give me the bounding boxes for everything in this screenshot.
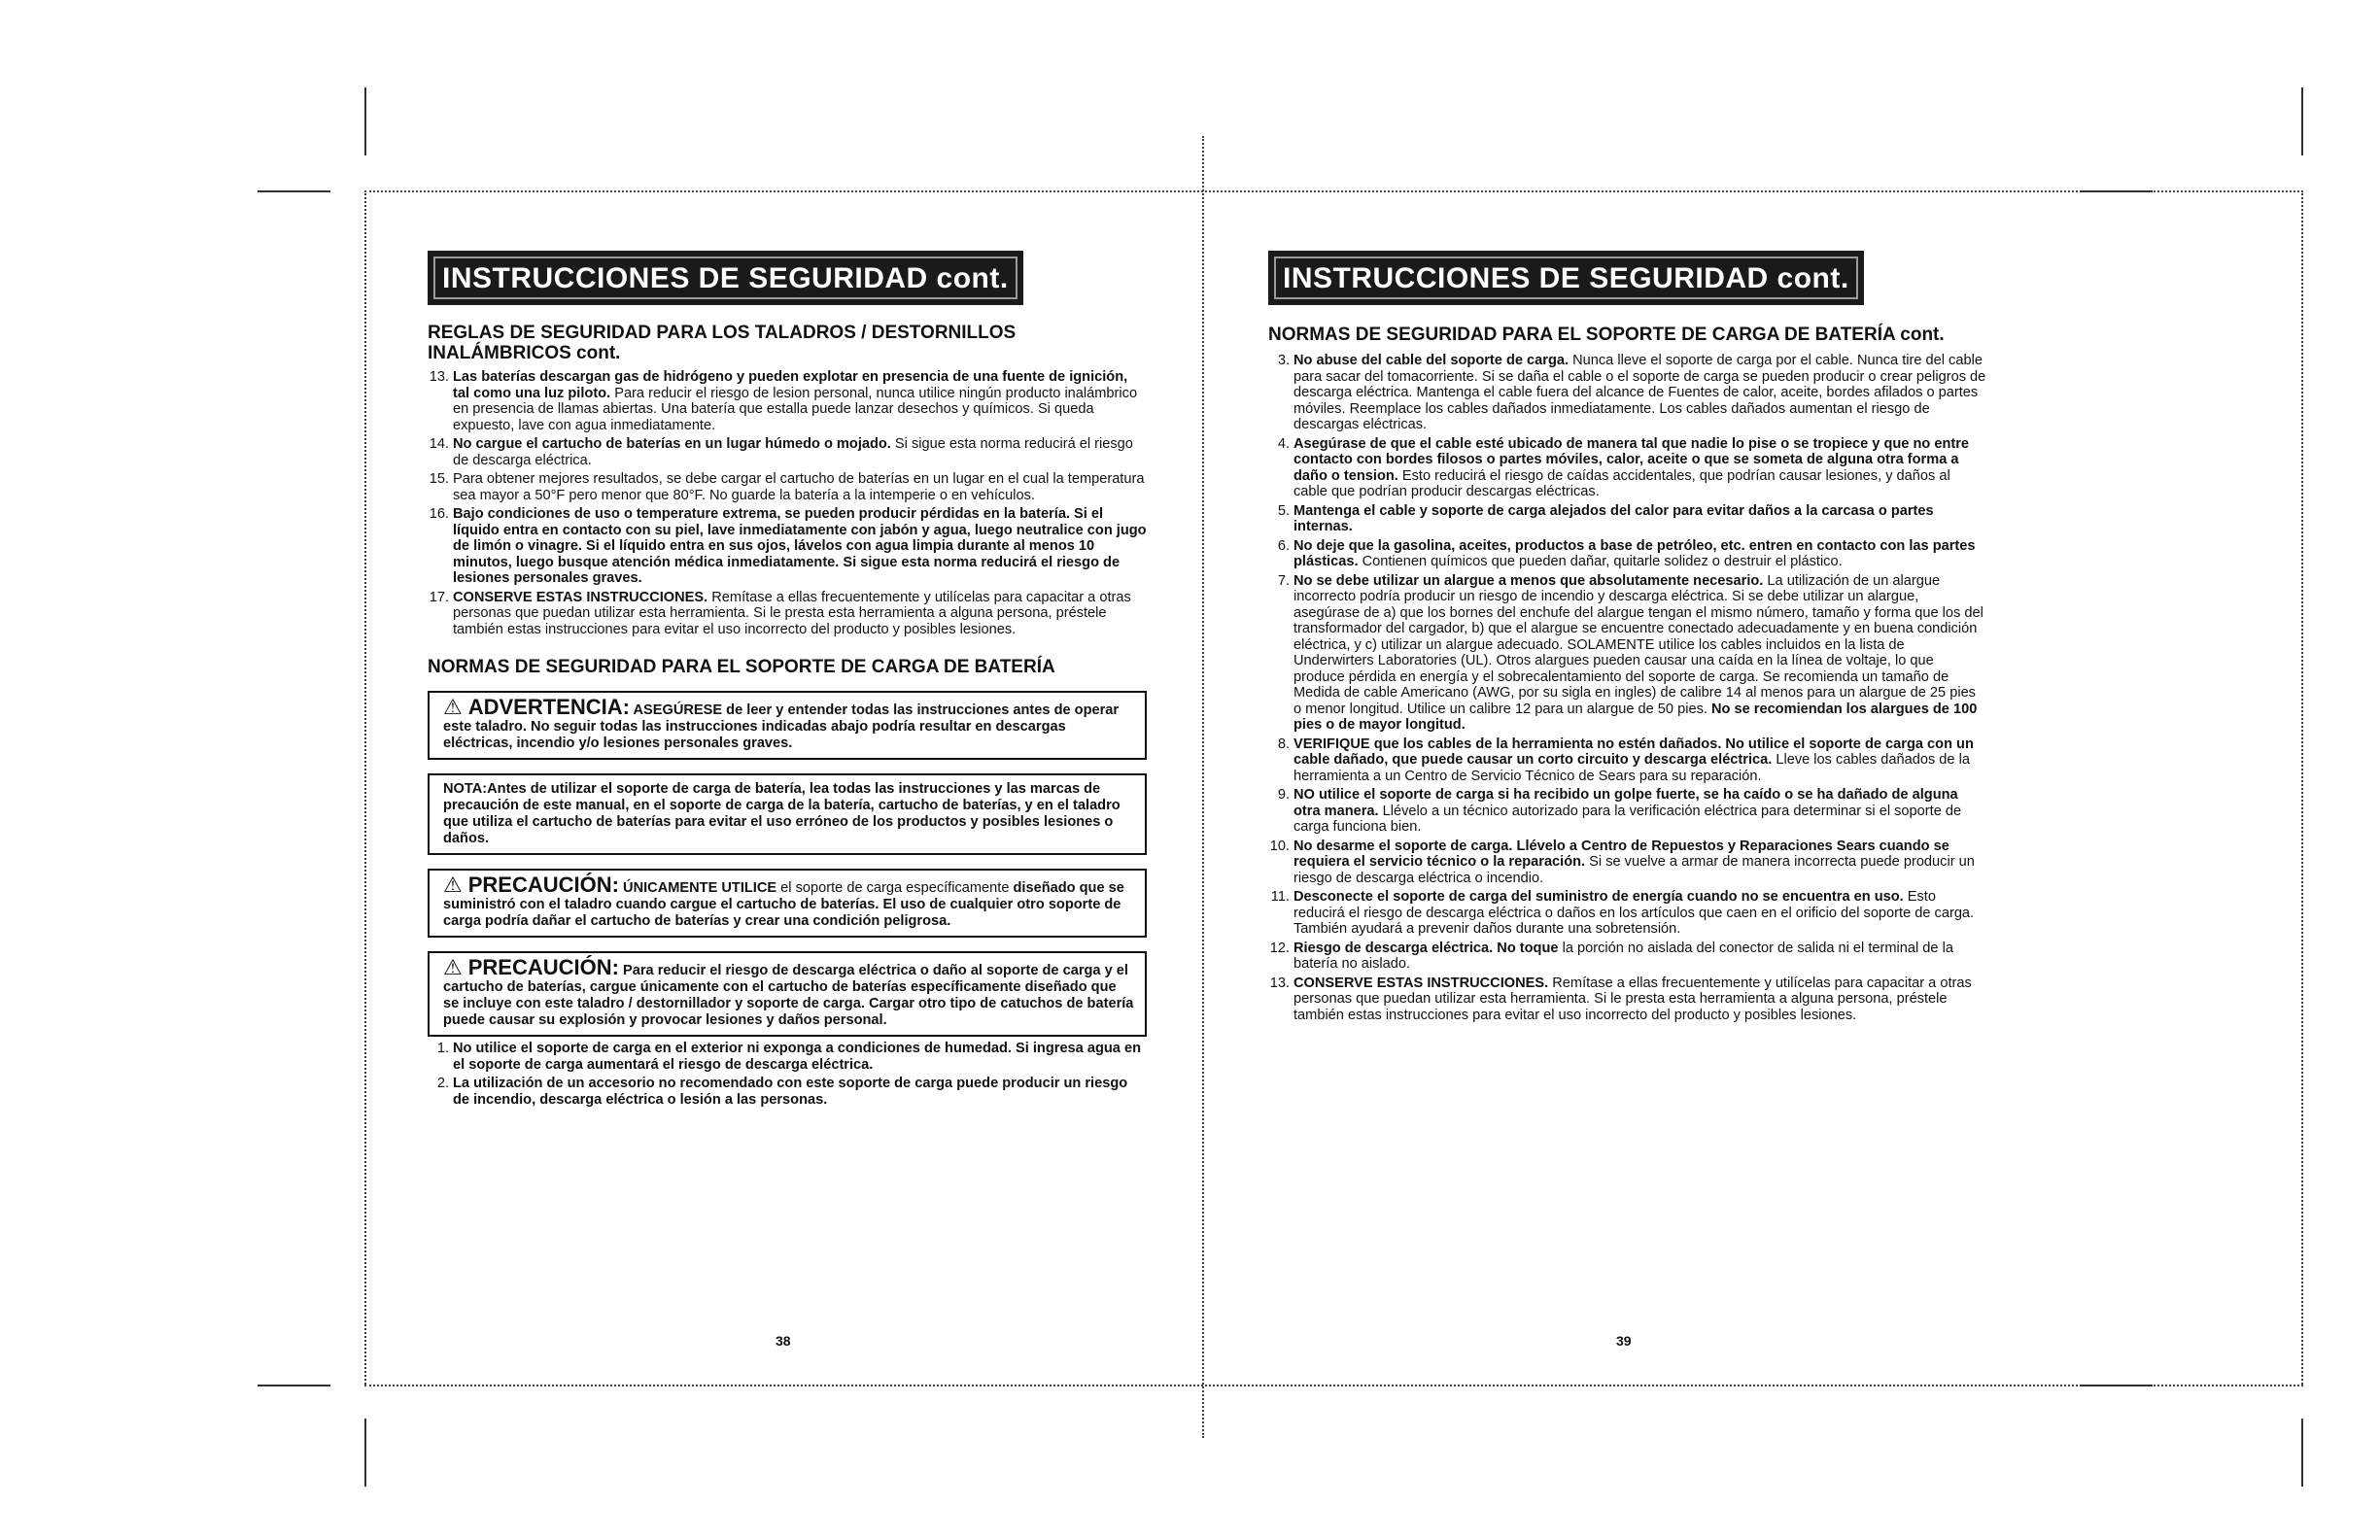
left-border-line — [364, 190, 366, 1385]
list-item: 5. Mantenga el cable y soporte de carga alejados del calor para evitar daños a la carcasa o partes internas. — [1277, 502, 1934, 534]
top-border-line — [364, 190, 2303, 192]
crop-mark — [258, 1385, 330, 1386]
section-title: NORMAS DE SEGURIDAD PARA EL SOPORTE DE CARGA DE BATERÍA — [428, 657, 1055, 677]
list-item: 1. No utilice el soporte de carga en el exterior ni exponga a condiciones de humedad. Si ingresa agua en el soporte de carga aumentará el riesgo de descarga eléctrica. — [436, 1041, 1141, 1073]
list-item: 8. VERIFIQUE que los cables de la herramienta no estén dañados. No utilice el soporte de carga con un cable dañado, que puede causar un corto circuito y descarga eléctrica. Lleve los cables dañados de la herramienta a un Centro de Servicio Técnico de Sears para su reparación. — [1277, 736, 1974, 784]
note-box: NOTA:Antes de utilizar el soporte de carga de batería, lea todas las instrucciones y las marcas de precaución de este manual, en el soporte de carga de la batería, cartucho de baterías, y en el taladro que utiliza el cartucho de baterías para evitar el uso erróneo de los productos y posibles lesiones o daños. — [428, 773, 1147, 855]
list-item: 10. No desarme el soporte de carga. Llévelo a Centro de Repuestos y Reparaciones Sears cuando se requiera el servicio técnico o la reparación. Si se vuelve a armar de manera incorrecta puede producir un riesgo de descarga eléctrica o incendio. — [1269, 838, 1975, 886]
crop-mark — [2080, 190, 2153, 192]
list-item: 16. Bajo condiciones de uso o temperature extrema, se pueden producir pérdidas en la batería. Si el líquido entra en contacto con su piel, lave inmediatamente con jabón y agua, luego neutralice con jugo de limón o vinagre. Si el líquido entra en sus ojos, lávelos con agua limpia durante al menos 10 minutos, luego busque atención médica inmediatamente. Si sigue esta norma reducirá el riesgo de lesiones personales graves. — [429, 506, 1147, 586]
caution-box: ⚠ PRECAUCIÓN: Para reducir el riesgo de descarga eléctrica o daño al soporte de carga y el cartucho de baterías, cargue únicamente con el cartucho de baterías específicamente diseñado que se incluye con este taladro / destornillador y soporte de carga. Cargar otro tipo de catuchos de batería puede causar su explosión y provocar lesiones y daños personal. — [428, 951, 1147, 1037]
list-item: 2. La utilización de un accesorio no recomendado con este soporte de carga puede producir un riesgo de incendio, descarga eléctrica o lesión a las personas. — [436, 1076, 1128, 1108]
list-item: 17. CONSERVE ESTAS INSTRUCCIONES. Remítase a ellas frecuentemente y utilícelas para capacitar a otras personas que puedan utilizar esta herramienta. Si le presta esta herramienta a alguna persona, préstele también estas instrucciones para evitar el uso incorrecto del producto y posibles lesiones. — [429, 589, 1131, 637]
page-number: 38 — [776, 1333, 791, 1349]
section-banner: INSTRUCCIONES DE SEGURIDAD cont. — [1268, 251, 1864, 305]
center-fold-line — [1202, 136, 1204, 1438]
list-item: 13. CONSERVE ESTAS INSTRUCCIONES. Remítase a ellas frecuentemente y utilícelas para capacitar a otras personas que puedan utilizar esta herramienta. Si le presta esta herramienta a alguna persona, préstele también estas instrucciones para evitar el uso incorrecto del producto y posibles lesiones. — [1269, 975, 1972, 1023]
section-title: REGLAS DE SEGURIDAD PARA LOS TALADROS / DESTORNILLOS INALÁMBRICOS cont. — [428, 323, 1017, 363]
page-number: 39 — [1616, 1333, 1632, 1349]
list-item: 11. Desconecte el soporte de carga del suministro de energía cuando no se encuentra en uso. Esto reducirá el riesgo de descarga eléctrica o daños en los artículos que caen en el orificio del soporte de carga. También ayudará a prevenir daños durante una sobretensión. — [1270, 889, 1975, 937]
right-border-line — [2301, 190, 2303, 1385]
section-title: NORMAS DE SEGURIDAD PARA EL SOPORTE DE CARGA DE BATERÍA cont. — [1268, 325, 1945, 345]
warning-triangle-icon: ⚠ — [443, 955, 463, 979]
list-item: 6. No deje que la gasolina, aceites, productos a base de petróleo, etc. entren en contacto con las partes plásticas. Contienen químicos que pueden dañar, quitarle solidez o destruir el plástico. — [1277, 537, 1976, 569]
crop-mark — [364, 1419, 366, 1487]
warning-triangle-icon: ⚠ — [443, 695, 463, 719]
list-item: 14. No cargue el cartucho de baterías en un lugar húmedo o mojado. Si sigue esta norma reducirá el riesgo de descarga eléctrica. — [429, 436, 1133, 468]
caution-box: ⚠ PRECAUCIÓN: ÚNICAMENTE UTILICE el soporte de carga específicamente diseñado que se suministró con el taladro cuando cargue el cartucho de baterías. El uso de cualquier otro soporte de carga podría dañar el cartucho de baterías y crear una condición peligrosa. — [428, 869, 1147, 938]
crop-mark — [258, 190, 330, 192]
list-item: 7. No se debe utilizar un alargue a menos que absolutamente necesario. La utilización de un alargue incorrecto podría producir un riesgo de incendio y descarga eléctrica. Si se debe utilizar un alargue, asegúrase de a) que los bornes del enchufe del alargue tengan el mismo número, tamaño y forma que los del transformador del cargador, b) que el alargue se encuentre conectado adecuadamente y en buena condición eléctrica, y c) utilizar un alargue adecuado. SOLAMENTE utilice los cables incluidos en la lista de Underwirters Laboratories (UL). Otros alargues pueden causar una caída en la línea de voltaje, lo que produce pérdida en energía y el sobrecalentamiento del soporte de carga. Se recomienda un tamaño de Medida de cable Americano (AWG, por su sigla en ingles) de calibre 14 al menos para un alargue de 25 pies o menor longitud. Utilice un calibre 12 para un alargue de 50 pies. No se recomiendan los alargues de 100 pies o de mayor longitud. — [1277, 572, 1983, 733]
charger-rules-list — [1268, 353, 1987, 1023]
crop-mark — [2301, 87, 2303, 155]
list-item: 13. Las baterías descargan gas de hidrógeno y pueden explotar en presencia de una fuente de ignición, tal como una luz piloto. Para reducir el riesgo de lesion personal, nunca utilice ningún producto inalámbrico en presencia de llamas abiertas. Una batería que estalla puede lanzar desechos y químicos. Si queda expuesto, lave con agua inmediatamente. — [429, 369, 1138, 433]
list-item: 4. Asegúrase de que el cable esté ubicado de manera tal que nadie lo pise o se tropiece y que no entre contacto con bordes filosos o partes móviles, calor, aceite o que se someta de alguna otra forma a daño o tension. Esto reducirá el riesgo de caídas accidentales, que podrían causar lesiones, y daños al cable que podrían producir descargas eléctricas. — [1277, 435, 1970, 499]
list-item: 12. Riesgo de descarga eléctrica. No toque la porción no aislada del conector de salida ni el terminal de la batería no aislado. — [1269, 940, 1953, 972]
safety-rules-list — [428, 369, 1147, 637]
warning-triangle-icon: ⚠ — [443, 873, 463, 897]
page-38 — [428, 251, 1147, 1111]
list-item: 9. NO utilice el soporte de carga si ha recibido un golpe fuerte, se ha caído o se ha dañado de alguna otra manera. Llévelo a un técnico autorizado para la verificación eléctrica para determinar si el soporte de carga funciona bien. — [1277, 787, 1962, 835]
bottom-border-line — [364, 1385, 2303, 1386]
list-item: 3. No abuse del cable del soporte de carga. Nunca lleve el soporte de carga por el cable. Nunca tire del cable para sacar del tomacorriente. Si se daña el cable o el soporte de carga se pueden producir o crear peligros de descarga eléctrica. Mantenga el cable fuera del alcance de Fuentes de calor, aceite, bordes afilados o partes móviles. Reemplace los cables dañados inmediatamente. Los cables dañados aumentan el riesgo de descargas eléctricas. — [1277, 353, 1986, 432]
section-banner: INSTRUCCIONES DE SEGURIDAD cont. — [428, 251, 1023, 305]
page-39 — [1268, 251, 1987, 1026]
crop-mark — [2080, 1385, 2153, 1386]
crop-mark — [2301, 1419, 2303, 1487]
warning-box: ⚠ ADVERTENCIA: ASEGÚRESE de leer y entender todas las instrucciones antes de operar este taladro. No seguir todas las instrucciones indicadas abajo podría resultar en descargas eléctricas, incendio y/o lesiones personales graves. — [428, 691, 1147, 760]
charger-rules-list — [428, 1041, 1147, 1108]
crop-mark — [364, 87, 366, 155]
list-item: 15. Para obtener mejores resultados, se debe cargar el cartucho de baterías en un lugar en el cual la temperatura sea mayor a 50°F pero menor que 80°F. No guarde la batería a la intemperie o en vehículos. — [429, 471, 1145, 503]
